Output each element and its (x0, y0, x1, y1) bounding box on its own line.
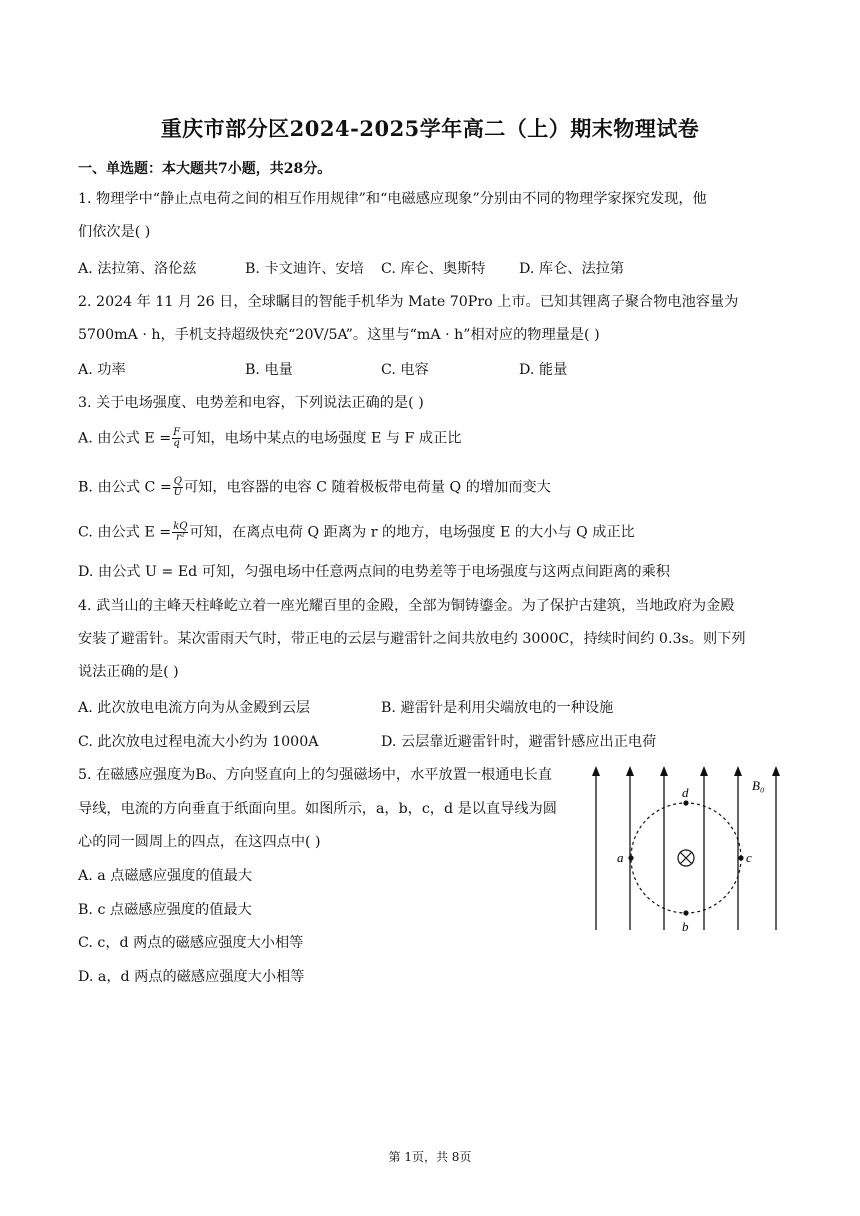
q3-option-c-prefix: C. 由公式 E = (78, 524, 172, 541)
q3-option-a (78, 428, 461, 449)
q3-option-c (78, 522, 635, 543)
q2-stem-line1: 2. 2024 年 11 月 26 日，全球瞩目的智能手机华为 Mate 70Pro 上市。已知其锂离子聚合物电池容量为 (78, 294, 739, 310)
q5-option-b: B. c 点磁感应强度的值最大 (78, 902, 252, 918)
q3-option-b (78, 477, 551, 498)
q5-option-d: D. a，d 两点的磁感应强度大小相等 (78, 969, 305, 985)
field-arrowhead (592, 766, 600, 776)
q2-stem-line2: 5700mA · h，手机支持超级快充“20V/5A”。这里与“mA · h”相对应的物理量是( ) (78, 327, 600, 343)
q4-stem-line1: 4. 武当山的主峰天柱峰屹立着一座光耀百里的金殿，全部为铜铸鎏金。为了保护古建筑，当地政府为金殿 (78, 598, 735, 614)
q1-option-a: A. 法拉第、洛伦兹 (78, 261, 197, 277)
q1-option-c: C. 库仑、奥斯特 (381, 261, 486, 277)
q2-option-a: A. 功率 (78, 362, 126, 378)
fraction-denominator: U (173, 487, 183, 498)
q3-option-a-prefix: A. 由公式 E = (78, 430, 172, 447)
field-arrowhead (772, 766, 780, 776)
section-heading-single-choice: 一、单选题：本大题共7小题，共28分。 (78, 161, 332, 177)
q2-option-d: D. 能量 (519, 362, 568, 378)
point-b-dot (683, 910, 688, 915)
q3-option-c-suffix: 可知，在离点电荷 Q 距离为 r 的地方，电场强度 E 的大小与 Q 成正比 (189, 524, 635, 541)
magnetic-field-figure (588, 762, 788, 934)
q4-option-c: C. 此次放电过程电流大小约为 1000A (78, 734, 319, 750)
point-c-dot (738, 855, 743, 860)
point-d-dot (683, 800, 688, 805)
current-into-page-icon (678, 850, 694, 866)
q3-option-b-suffix: 可知，电容器的电容 C 随着极板带电荷量 Q 的增加而变大 (183, 479, 551, 496)
q5-stem-line1: 5. 在磁感应强度为B₀、方向竖直向上的匀强磁场中，水平放置一根通电长直 (78, 767, 552, 783)
q3-option-b-prefix: B. 由公式 C = (78, 479, 172, 496)
fraction-numerator: kQ (173, 521, 188, 532)
fraction-denominator: r² (175, 532, 185, 543)
q3-option-b-fraction (173, 477, 183, 498)
label-d: d (682, 785, 689, 800)
q3-option-d: D. 由公式 U = Ed 可知，匀强电场中任意两点间的电势差等于电场强度与这两点间距离的乘积 (78, 564, 670, 580)
q3-option-a-suffix: 可知，电场中某点的电场强度 E 与 F 成正比 (182, 430, 462, 447)
field-arrowhead (626, 766, 634, 776)
q4-option-d: D. 云层靠近避雷针时，避雷针感应出正电荷 (381, 734, 657, 750)
q2-option-c: C. 电容 (381, 362, 429, 378)
field-arrowhead (700, 766, 708, 776)
fraction-numerator: Q (173, 476, 182, 487)
q1-stem-line2: 们依次是( ) (78, 224, 151, 240)
q4-option-b: B. 避雷针是利用尖端放电的一种设施 (381, 700, 614, 716)
label-B0: B₀ (752, 778, 765, 793)
q4-stem-line2: 安装了避雷针。某次雷雨天气时，带正电的云层与避雷针之间共放电约 3000C，持续时间约 0.3s。则下列 (78, 631, 746, 647)
fraction-denominator: q (173, 438, 180, 449)
q2-option-b: B. 电量 (245, 362, 293, 378)
label-c: c (746, 850, 752, 865)
q5-stem-line2: 导线，电流的方向垂直于纸面向里。如图所示，a，b，c，d 是以直导线为圆 (78, 801, 557, 817)
label-b: b (682, 919, 689, 934)
field-arrowhead (660, 766, 668, 776)
page-footer: 第 1页，共 8页 (388, 1150, 472, 1164)
q3-option-a-fraction (172, 428, 181, 449)
point-a-dot (628, 855, 633, 860)
label-a: a (617, 850, 624, 865)
page-title: 重庆市部分区2024-2025学年高二（上）期末物理试卷 (160, 116, 700, 141)
field-arrowhead (734, 766, 742, 776)
q4-stem-line3: 说法正确的是( ) (78, 664, 179, 680)
q1-option-b: B. 卡文迪许、安培 (245, 261, 364, 277)
q3-stem: 3. 关于电场强度、电势差和电容，下列说法正确的是( ) (78, 395, 424, 411)
q4-option-a: A. 此次放电电流方向为从金殿到云层 (78, 700, 311, 716)
q5-stem-line3: 心的同一圆周上的四点，在这四点中( ) (78, 834, 321, 850)
q3-option-c-fraction (172, 522, 188, 543)
q1-stem-line1: 1. 物理学中“静止点电荷之间的相互作用规律”和“电磁感应现象”分别由不同的物理学家探究发现，他 (78, 191, 707, 207)
q5-option-c: C. c，d 两点的磁感应强度大小相等 (78, 935, 304, 951)
q5-option-a: A. a 点磁感应强度的值最大 (78, 868, 253, 884)
fraction-numerator: F (173, 427, 181, 438)
q1-option-d: D. 库仑、法拉第 (519, 261, 625, 277)
